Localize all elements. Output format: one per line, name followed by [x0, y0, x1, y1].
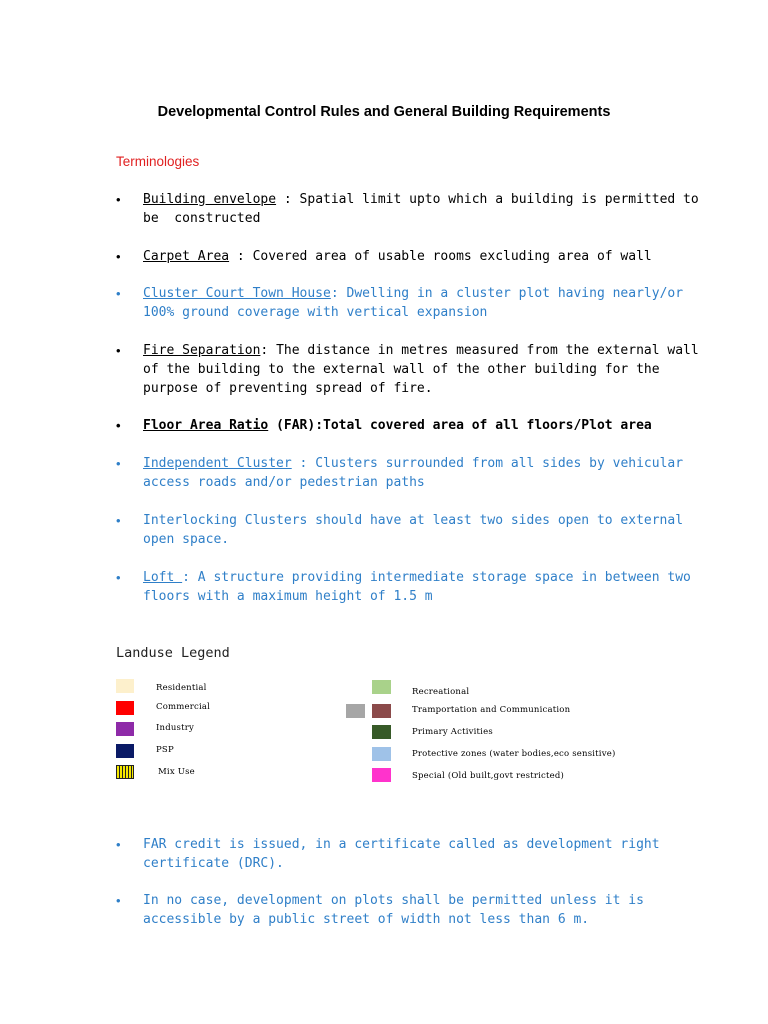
term-building-envelope: • Building envelope : Spatial limit upto which a building is permitted to be constructed — [143, 190, 703, 228]
term-carpet-area: • Carpet Area : Covered area of usable rooms excluding area of wall — [143, 247, 703, 266]
legend-label-psp: PSP — [156, 745, 174, 755]
section-heading-terminologies: Terminologies — [116, 154, 200, 169]
note-public-street-access: • In no case, development on plots shall be permitted unless it is accessible by a public street of width not less than 6 m. — [143, 891, 703, 929]
legend-label-transportation: Tramportation and Communication — [412, 705, 571, 715]
legend-swatch-protective-zones — [372, 747, 391, 761]
legend-swatch-industry — [116, 722, 134, 736]
legend-swatch-special — [372, 768, 391, 782]
legend-title: Landuse Legend — [116, 645, 230, 661]
page-title: Developmental Control Rules and General Building Requirements — [157, 104, 611, 120]
legend-swatch-residential — [116, 679, 134, 693]
legend-label-residential: Residential — [156, 683, 207, 693]
legend-label-commercial: Commercial — [156, 702, 211, 712]
term-cluster-court-town-house: • Cluster Court Town House: Dwelling in a cluster plot having nearly/or 100% ground coverage with vertical expansion — [143, 284, 703, 322]
term-interlocking-clusters: • Interlocking Clusters should have at least two sides open to external open space. — [143, 511, 703, 549]
legend-swatch-commercial — [116, 701, 134, 715]
legend-swatch-mix-use — [116, 765, 134, 779]
legend-label-special: Special (Old built,govt restricted) — [412, 771, 564, 781]
legend-label-mix-use: Mix Use — [158, 767, 195, 777]
legend-swatch-recreational — [372, 680, 391, 694]
legend-swatch-primary-activities — [372, 725, 391, 739]
legend-label-primary-activities: Primary Activities — [412, 727, 493, 737]
note-far-credit: • FAR credit is issued, in a certificate called as development right certificate (DRC). — [143, 835, 703, 873]
legend-swatch-transportation — [372, 704, 391, 718]
legend-label-recreational: Recreational — [412, 687, 470, 697]
legend-swatch-psp — [116, 744, 134, 758]
legend-swatch-transportation-grey — [346, 704, 365, 718]
term-floor-area-ratio: • Floor Area Ratio (FAR):Total covered area of all floors/Plot area — [143, 416, 703, 435]
legend-label-protective-zones: Protective zones (water bodies,eco sensitive) — [412, 749, 616, 759]
term-fire-separation: • Fire Separation: The distance in metres measured from the external wall of the building to the external wall of the other building for the purpose of preventing spread of fire. — [143, 341, 703, 398]
term-independent-cluster: • Independent Cluster : Clusters surrounded from all sides by vehicular access roads and/or pedestrian paths — [143, 454, 703, 492]
legend-label-industry: Industry — [156, 723, 194, 733]
term-loft: • Loft : A structure providing intermediate storage space in between two floors with a maximum height of 1.5 m — [143, 568, 703, 606]
